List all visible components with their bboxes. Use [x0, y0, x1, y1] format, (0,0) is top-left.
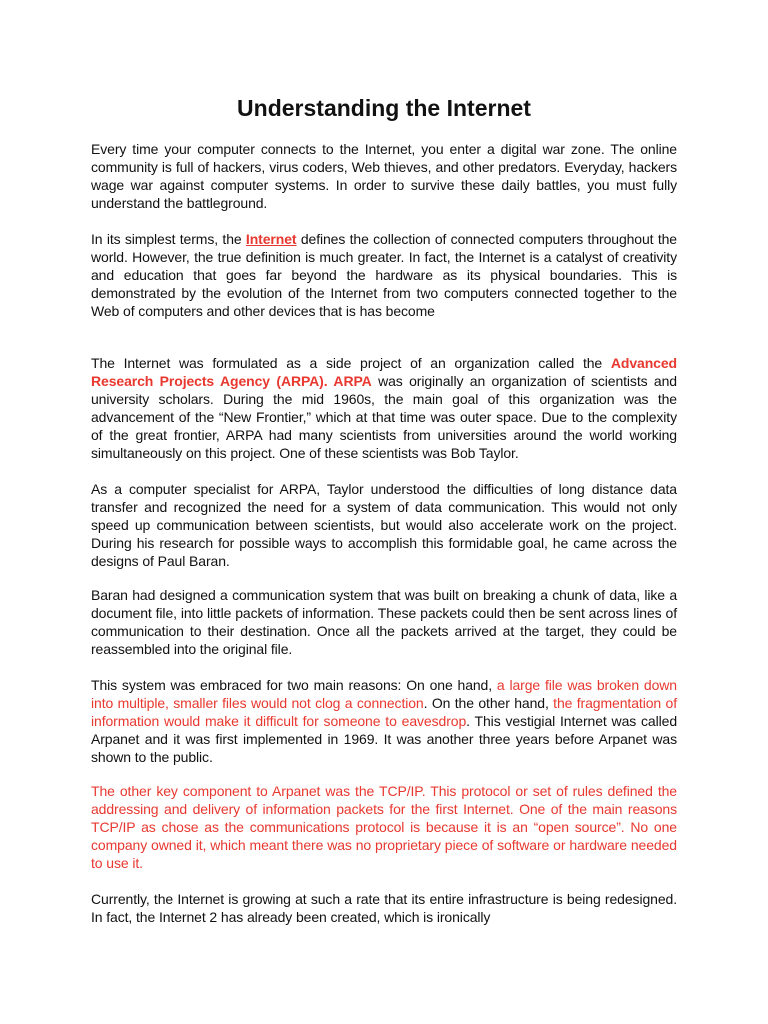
paragraph-arpa-text-after: was originally an organization of scientists and university scholars. During the mid 1960s, the main goal of this organization was the advancement of the “New Frontier,” which at that time was outer space. Due to the complexity of the great frontier, ARPA had many scientists from universities around the world working simultaneously on this project. One of these scientists was Bob Taylor.	[91, 373, 677, 461]
paragraph-definition-text-before: In its simplest terms, the	[91, 231, 246, 247]
paragraph-reasons-part2: . On the other hand,	[423, 695, 554, 711]
paragraph-taylor: As a computer specialist for ARPA, Taylor understood the difficulties of long distance data transfer and recognized the need for a system of data communication. This would not only speed up communication between scientists, but would also accelerate work on the project. During his research for possible ways to accomplish this formidable goal, he came across the designs of Paul Baran.	[91, 481, 677, 569]
paragraph-tcpip: The other key component to Arpanet was the TCP/IP. This protocol or set of rules defined the addressing and delivery of information packets for the first Internet. One of the main reasons TCP/IP as chose as the communications protocol is because it is an “open source”. No one company owned it, which meant there was no proprietary piece of software or hardware needed to use it.	[91, 783, 677, 871]
page-title: Understanding the Internet	[237, 95, 531, 121]
paragraph-definition	[91, 230, 677, 320]
paragraph-current: Currently, the Internet is growing at such a rate that its entire infrastructure is being redesigned. In fact, the Internet 2 has already been created, which is ironically	[91, 891, 677, 925]
arpa-highlight: Advanced Research Projects Agency (ARPA). ARPA	[91, 355, 677, 389]
paragraph-reasons	[91, 676, 677, 766]
paragraph-intro: Every time your computer connects to the Internet, you enter a digital war zone. The online community is full of hackers, virus coders, Web thieves, and other predators. Everyday, hackers wage war against computer systems. In order to survive these daily battles, you must fully understand the battleground.	[91, 141, 677, 211]
paragraph-reasons-part1: This system was embraced for two main reasons: On one hand,	[91, 677, 497, 693]
reason-one-highlight: a large file was broken down into multiple, smaller files would not clog a connection	[91, 677, 677, 711]
internet-link[interactable]: Internet	[245, 231, 297, 247]
reason-two-highlight: the fragmentation of information would make it difficult for someone to eavesdrop	[91, 695, 677, 729]
paragraph-reasons-part3: . This vestigial Internet was called Arpanet and it was first implemented in 1969. It was another three years before Arpanet was shown to the public.	[91, 713, 678, 765]
paragraph-baran: Baran had designed a communication system that was built on breaking a chunk of data, like a document file, into little packets of information. These packets could then be sent across lines of communication to their destination. Once all the packets arrived at the target, they could be reassembled into the original file.	[91, 587, 677, 657]
paragraph-definition-text-after: defines the collection of connected computers throughout the world. However, the true definition is much greater. In fact, the Internet is a catalyst of creativity and education that goes far beyond the hardware as its physical boundaries. This is demonstrated by the evolution of the Internet from two computers connected together to the Web of computers and other devices that is has become	[91, 231, 677, 319]
paragraph-arpa-text-before: The Internet was formulated as a side project of an organization called the	[91, 355, 611, 371]
paragraph-arpa	[91, 354, 677, 462]
